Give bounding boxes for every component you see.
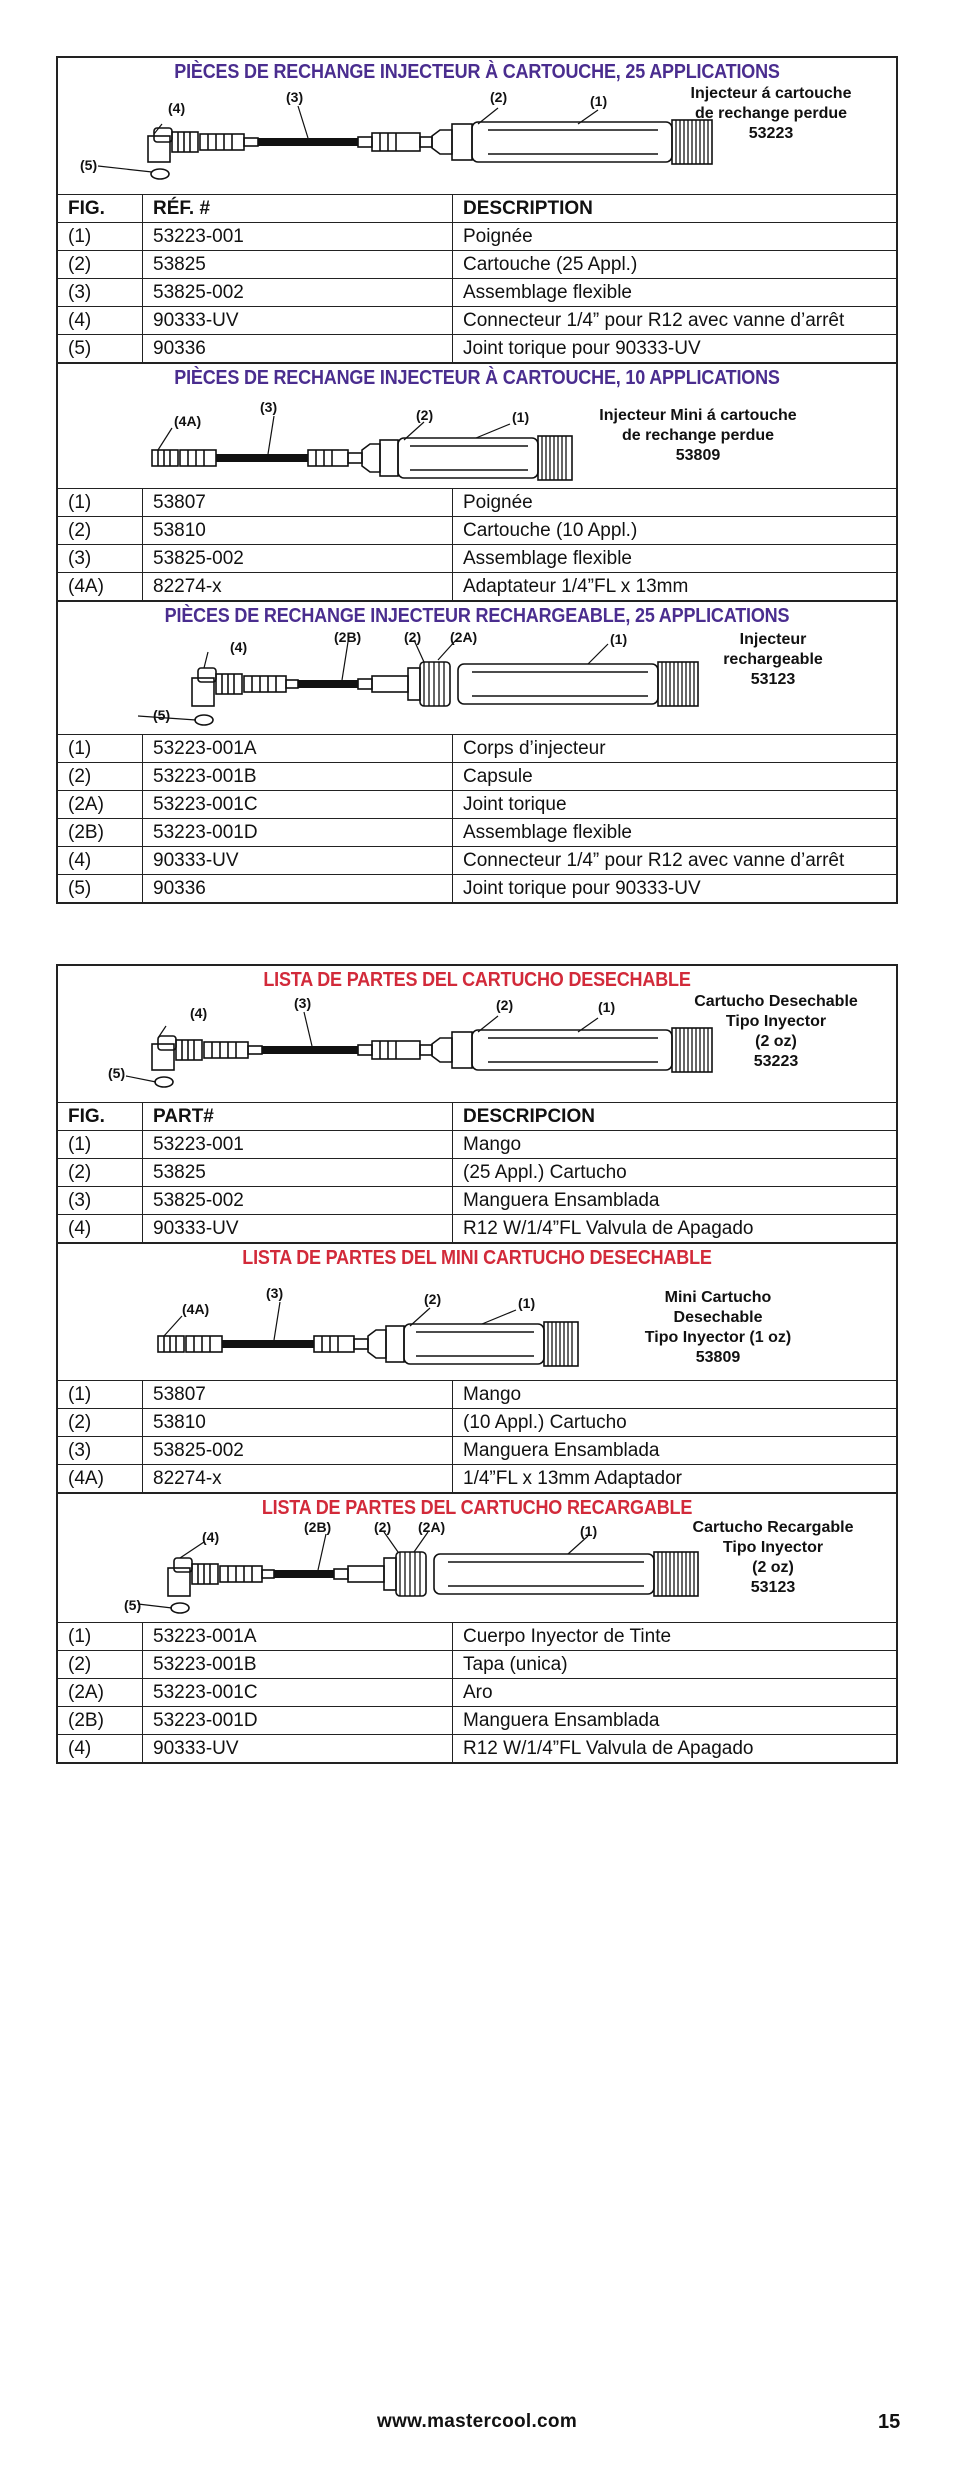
table-row: (2) 53223-001B Capsule	[58, 762, 896, 790]
header-fig: FIG.	[68, 1106, 105, 1127]
table-row: (2) 53825 (25 Appl.) Cartucho	[58, 1158, 896, 1186]
callout-label: (2)	[490, 89, 508, 105]
table-row: (4) 90333-UV Connecteur 1/4” pour R12 avec vanne d’arrêt	[58, 306, 896, 334]
section-cartridge-25	[58, 58, 896, 362]
table-header-row	[58, 194, 896, 222]
product-caption: Injecteur rechargeable 53123	[723, 631, 823, 688]
callout-label: (3)	[286, 89, 304, 105]
section-title: LISTA DE PARTES DEL CARTUCHO DESECHABLE	[263, 969, 691, 991]
callout-label: (1)	[610, 631, 628, 647]
table-row: (2) 53223-001B Tapa (unica)	[58, 1650, 896, 1678]
table-row: (5) 90336 Joint torique pour 90333-UV	[58, 874, 896, 902]
section-title: PIÈCES DE RECHANGE INJECTEUR À CARTOUCHE, 25 APPLICATIONS	[174, 61, 780, 83]
table-row: (2B) 53223-001D Assemblage flexible	[58, 818, 896, 846]
product-caption: Mini Cartucho Desechable Tipo Inyector (1 oz) 53809	[644, 1289, 792, 1366]
header-ref: RÉF. #	[142, 195, 452, 222]
callout-label: (5)	[108, 1065, 126, 1081]
callout-label: (2)	[374, 1519, 392, 1535]
callout-label: (4)	[202, 1529, 220, 1545]
callout-label: (1)	[590, 93, 608, 109]
table-row: (3) 53825-002 Manguera Ensamblada	[58, 1186, 896, 1214]
section-recargable	[58, 1492, 896, 1762]
callout-label: (1)	[512, 409, 530, 425]
table-row: (4A) 82274-x 1/4”FL x 13mm Adaptador	[58, 1464, 896, 1492]
callout-label: (2)	[424, 1291, 442, 1307]
table-row: (2A) 53223-001C Aro	[58, 1678, 896, 1706]
table-row: (1) 53223-001A Corps d’injecteur	[58, 734, 896, 762]
table-row: (1) 53807 Mango	[58, 1380, 896, 1408]
callout-label: (4)	[168, 100, 186, 116]
table-row: (3) 53825-002 Assemblage flexible	[58, 278, 896, 306]
callout-label: (2)	[496, 997, 514, 1013]
table-row: (4A) 82274-x Adaptateur 1/4”FL x 13mm	[58, 572, 896, 600]
product-caption: Injecteur Mini á cartouche de rechange perdue 53809	[599, 407, 797, 464]
table-row: (2) 53810 Cartouche (10 Appl.)	[58, 516, 896, 544]
header-desc: DESCRIPCION	[452, 1103, 896, 1130]
section-rechargeable	[58, 600, 896, 902]
header-desc: DESCRIPTION	[452, 195, 896, 222]
section-title: LISTA DE PARTES DEL CARTUCHO RECARGABLE	[261, 1497, 693, 1519]
table-row: (1) 53807 Poignée	[58, 488, 896, 516]
callout-label: (1)	[598, 999, 616, 1015]
section-title: PIÈCES DE RECHANGE INJECTEUR À CARTOUCHE, 10 APPLICATIONS	[174, 367, 780, 389]
callout-label: (1)	[580, 1523, 598, 1539]
callout-label: (1)	[518, 1295, 536, 1311]
product-caption: Cartucho Desechable Tipo Inyector (2 oz) 53223	[694, 993, 858, 1070]
product-caption: Injecteur á cartouche de rechange perdue 53223	[690, 85, 852, 142]
callout-label: (5)	[80, 157, 98, 173]
section-title: PIÈCES DE RECHANGE INJECTEUR RECHARGEABLE, 25 APPLICATIONS	[164, 605, 790, 627]
table-row: (5) 90336 Joint torique pour 90333-UV	[58, 334, 896, 362]
table-header-row	[58, 1102, 896, 1130]
callout-label: (4)	[190, 1005, 208, 1021]
table-row: (4) 90333-UV R12 W/1/4”FL Valvula de Apagado	[58, 1734, 896, 1762]
table-row: (1) 53223-001 Poignée	[58, 222, 896, 250]
table-row: (3) 53825-002 Assemblage flexible	[58, 544, 896, 572]
section-cartridge-10	[58, 362, 896, 600]
table-row: (3) 53825-002 Manguera Ensamblada	[58, 1436, 896, 1464]
callout-label: (2A)	[418, 1519, 446, 1535]
french-parts-table	[56, 56, 898, 904]
callout-label: (2B)	[334, 629, 362, 645]
table-row: (4) 90333-UV R12 W/1/4”FL Valvula de Apagado	[58, 1214, 896, 1242]
table-row: (2B) 53223-001D Manguera Ensamblada	[58, 1706, 896, 1734]
section-title: LISTA DE PARTES DEL MINI CARTUCHO DESECHABLE	[242, 1247, 712, 1269]
callout-label: (2)	[416, 407, 434, 423]
table-row: (2A) 53223-001C Joint torique	[58, 790, 896, 818]
callout-label: (2B)	[304, 1519, 332, 1535]
callout-label: (4A)	[174, 413, 202, 429]
section-desechable	[58, 966, 896, 1242]
table-row: (4) 90333-UV Connecteur 1/4” pour R12 avec vanne d’arrêt	[58, 846, 896, 874]
callout-label: (3)	[294, 995, 312, 1011]
callout-label: (2A)	[450, 629, 478, 645]
product-caption: Cartucho Recargable Tipo Inyector (2 oz) 53123	[692, 1519, 854, 1596]
table-row: (1) 53223-001A Cuerpo Inyector de Tinte	[58, 1622, 896, 1650]
callout-label: (5)	[124, 1597, 142, 1613]
page-number: 15	[878, 2411, 901, 2433]
callout-label: (4A)	[182, 1301, 210, 1317]
spanish-parts-table	[56, 964, 898, 1764]
table-row: (2) 53825 Cartouche (25 Appl.)	[58, 250, 896, 278]
callout-label: (3)	[266, 1285, 284, 1301]
table-row: (2) 53810 (10 Appl.) Cartucho	[58, 1408, 896, 1436]
callout-label: (3)	[260, 399, 278, 415]
header-part: PART#	[142, 1103, 452, 1130]
header-fig: FIG.	[68, 198, 105, 219]
website-url[interactable]: www.mastercool.com	[376, 2411, 578, 2432]
callout-label: (5)	[153, 707, 171, 723]
table-row: (1) 53223-001 Mango	[58, 1130, 896, 1158]
callout-label: (4)	[230, 639, 248, 655]
section-mini-desechable	[58, 1242, 896, 1492]
callout-label: (2)	[404, 629, 422, 645]
